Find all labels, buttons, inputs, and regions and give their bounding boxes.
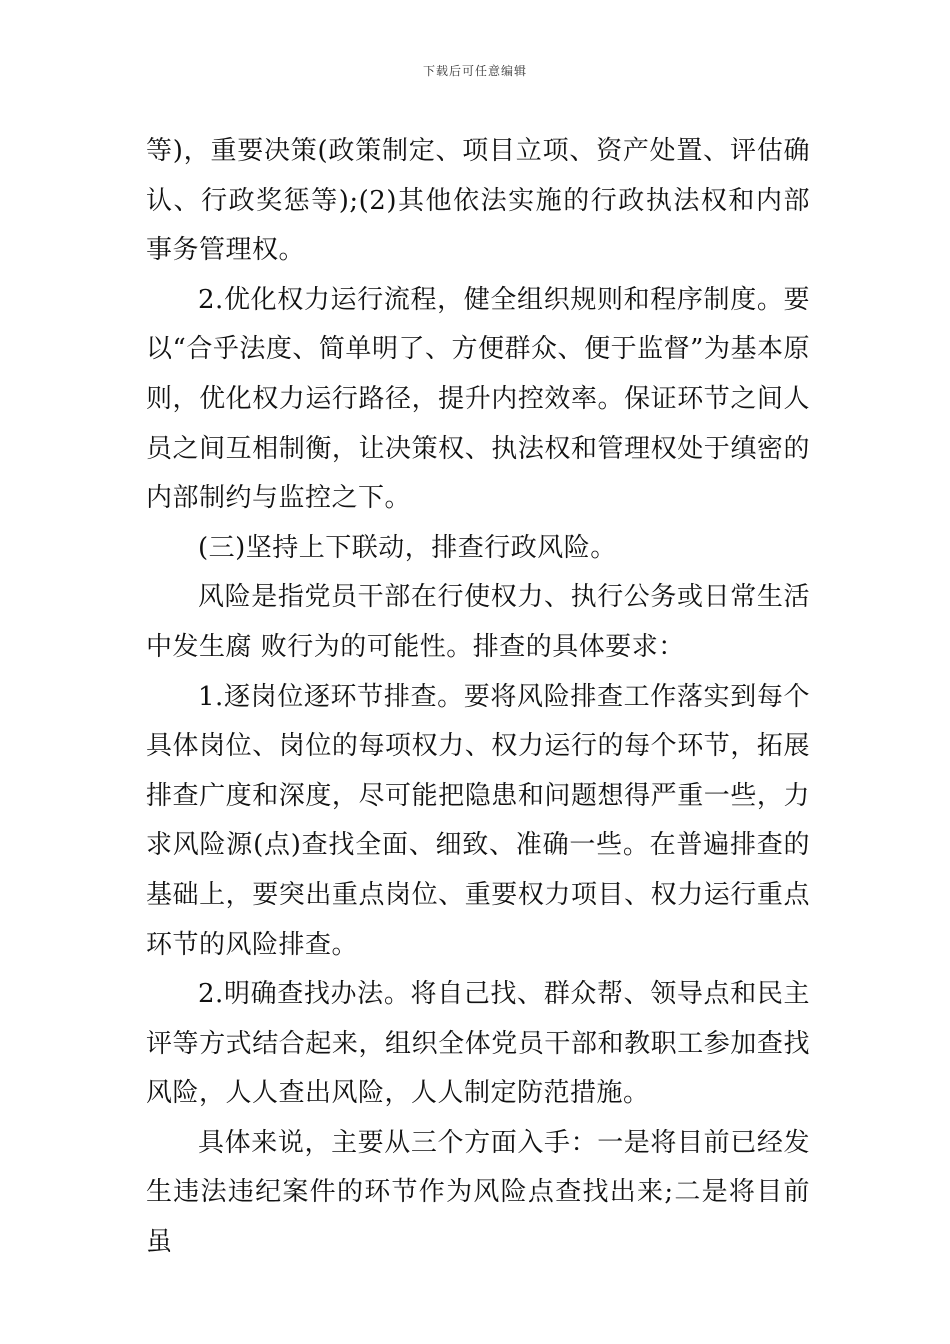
paragraph-6: 2.明确查找办法。将自己找、群众帮、领导点和民主评等方式结合起来，组织全体党员干部和教职工参加查找风险，人人查出风险，人人制定防范措施。 xyxy=(146,979,810,1109)
paragraph-5: 1.逐岗位逐环节排查。要将风险排查工作落实到每个具体岗位、岗位的每项权力、权力运行的每个环节，拓展排查广度和深度，尽可能把隐患和问题想得严重一些，力求风险源(点)查找全面、细致、准确一些。在普遍排查的基础上，要突出重点岗位、重要权力项目、权力运行重点环节的风险排查。 xyxy=(146,681,810,960)
paragraph-3: (三)坚持上下联动，排查行政风险。 xyxy=(198,532,617,563)
document-body xyxy=(146,127,810,1268)
paragraph-2: 2.优化权力运行流程，健全组织规则和程序制度。要以“合乎法度、简单明了、方便群众、便于监督”为基本原则，优化权力运行路径，提升内控效率。保证环节之间人员之间互相制衡，让决策权、执法权和管理权处于缜密的内部制约与监控之下。 xyxy=(146,284,810,514)
page-header: 下载后可任意编辑 xyxy=(422,64,527,78)
paragraph-1: 等)，重要决策(政策制定、项目立项、资产处置、评估确认、行政奖惩等);(2)其他依法实施的行政执法权和内部事务管理权。 xyxy=(146,136,810,266)
paragraph-4: 风险是指党员干部在行使权力、执行公务或日常生活中发生腐 败行为的可能性。排查的具体要求： xyxy=(146,582,810,662)
paragraph-7: 具体来说，主要从三个方面入手：一是将目前已经发生违法违纪案件的环节作为风险点查找出来;二是将目前虽 xyxy=(146,1127,810,1258)
